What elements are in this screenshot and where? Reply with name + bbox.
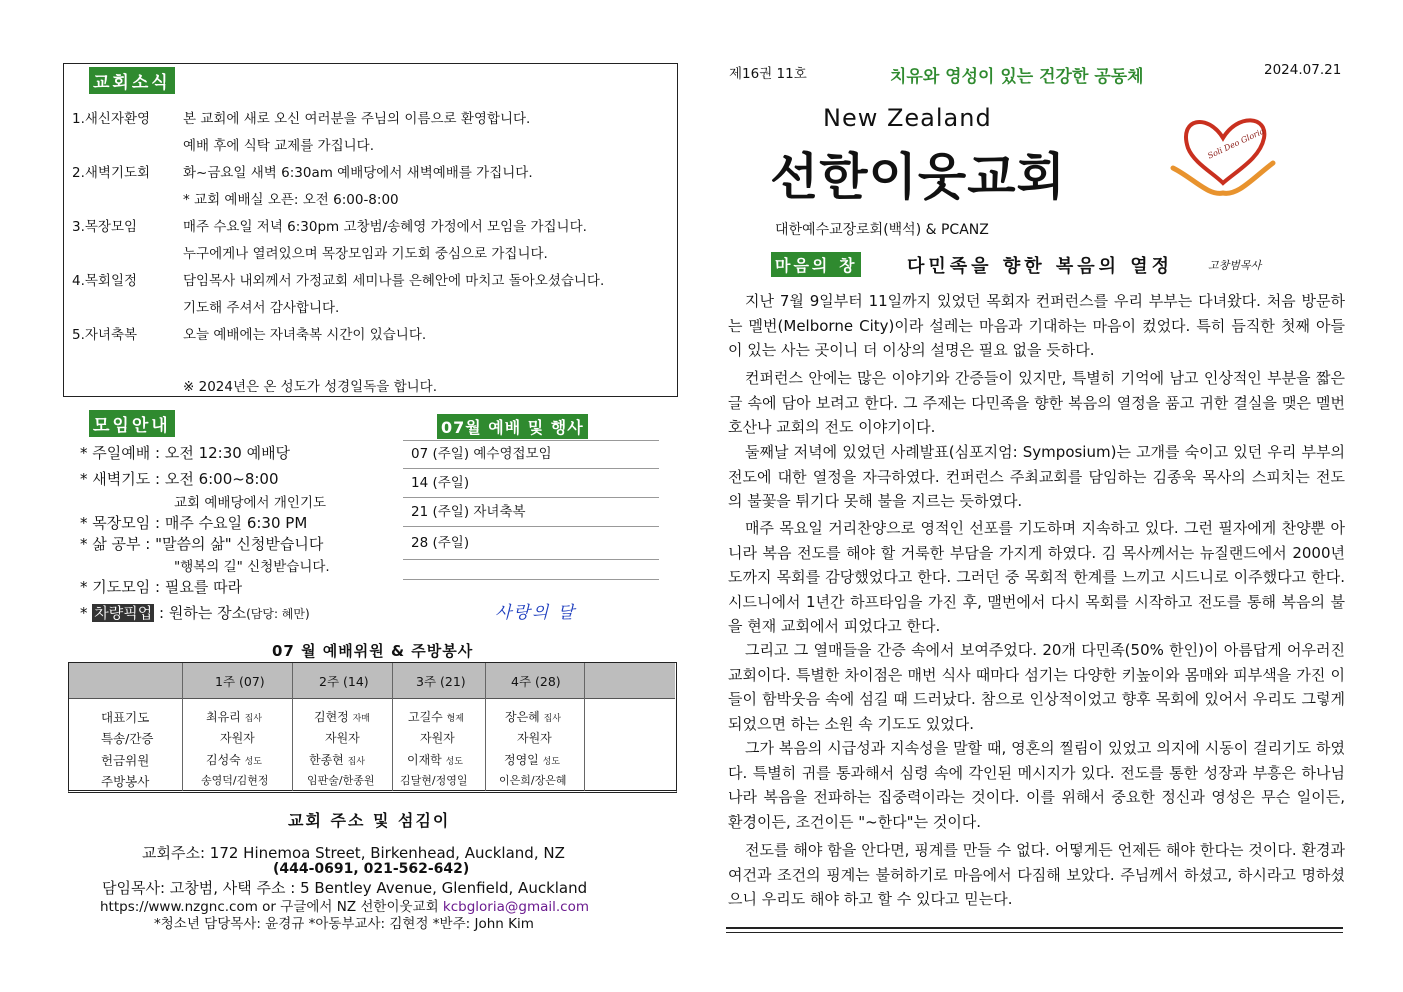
meeting-label-highlight: 차량픽업 [94,604,153,622]
meeting-value-note: (담당: 혜만) [246,607,310,621]
duty-role: 대표기도 [101,710,150,725]
meeting-row [80,533,323,554]
news-item-label: 1.새신자환영 [72,111,151,127]
issue-volume: 제16권 11호 [729,66,807,82]
issue-date: 2024.07.21 [1264,62,1342,78]
news-item-label: 4.목회일정 [72,273,138,289]
church-address: 교회주소: 172 Hinemoa Street, Birkenhead, Auckland, NZ [142,844,565,862]
duty-cell: 장은혜 집사 [505,710,561,724]
news-item-label: 3.목장모임 [72,219,138,235]
column-paragraph: 전도를 해야 함을 안다면, 핑계를 만들 수 없다. 어떻게든 언제든 해야 한다는 것이다. 환경과 여건과 조건의 핑계는 불허하기로 마음에서 다짐해 보았다. 주님께서 하셨고, 하시라고 명하셨으니 우리도 해야 하고 할 수 있다고 믿는다. [728,841,1345,908]
duty-cell: 김달현/정영일 [400,774,468,787]
meeting-row [80,602,310,623]
column-divider [292,663,293,791]
column-paragraph: 매주 목요일 거리찬양으로 영적인 선포를 기도하며 지속하고 있다. 그런 필자에게 찬양뿐 아니라 복음 전도를 해야 할 거룩한 부담을 가지게 하였다. 김 목사께서는 뉴질랜드에서 2000년도까지 목회를 감당했었다고 한다. 그러던 중 목회적 한계를 느끼고 시드니로 이주했다고 한다. 시드니에서 1년간 하프타임을 가진 후, 맬번에서 다시 목회를 시작하고 전도를 통해 복음의 불을 현재 교회에서 피었다고 한다. [728,519,1345,635]
meeting-value: : 필요를 따라 [155,578,243,596]
news-item-text: 오늘 예배에는 자녀축복 시간이 있습니다. [183,327,427,343]
bottom-rule [726,932,1343,933]
duty-role: 헌금위원 [101,753,150,768]
events-list [403,440,659,580]
duty-cell: 송영덕/김현정 [201,774,269,787]
column-paragraph: 그가 복음의 시급성과 지속성을 말할 때, 영혼의 찔림이 있었고 의지에 시동이 걸리기도 하였다. 특별히 귀를 통과해서 심령 속에 각인된 메시지가 있다. 전도를 통한 성장과 부흥은 하나님 나라 복음을 전파하는 집중력이라는 것이다. 이를 위해서 중요한 정신과 영성은 무슨 일이든, 환경이든, 조건이든 "~한다"는 것이다. [728,739,1345,831]
duty-cell: 자원자 [517,731,552,745]
column-title: 다민족을 향한 복음의 열정 [907,256,1174,277]
meeting-row [80,512,307,533]
event-row: 14 (주일) [403,469,659,498]
church-phone: (444-0691, 021-562-642) [273,861,470,877]
week-header: 2주 (14) [319,674,369,689]
news-item-text: 예배 후에 식탁 교제를 가집니다. [183,138,374,154]
meeting-label: * 새벽기도 [80,470,151,488]
church-name: 선한이웃교회 [770,148,1066,206]
duty-cell: 최유리 집사 [206,710,262,724]
news-item-text: * 교회 예배실 오픈: 오전 6:00-8:00 [183,192,399,208]
news-item-text: 본 교회에 새로 오신 여러분을 주님의 이름으로 환영합니다. [183,111,531,127]
staff-line: *청소년 담당목사: 윤경규 *아동부교사: 김현정 *반주: John Kim [154,916,534,932]
duty-cell: 김현정 자매 [314,710,370,724]
duty-table [68,662,677,793]
week-header: 3주 (21) [416,674,466,689]
duty-cell: 정영일 성도 [504,753,560,767]
column-paragraph: 지난 7월 9일부터 11일까지 있었던 목회자 컨퍼런스를 우리 부부는 다녀왔다. 처음 방문하는 멜번(Melborne City)이라 설레는 마음과 기대하는 마음이 컸었다. 특히 듬직한 첫째 아들이 있는 사는 곳이니 더 이상의 설명은 필요 없을 듯하다. [728,292,1345,359]
duty-cell: 임판술/한종원 [307,774,375,787]
email-link[interactable]: kcbgloria@gmail.com [442,899,590,915]
column-author-signature: 고창범목사 [1208,259,1262,272]
duty-cell: 김성숙 성도 [206,753,262,767]
meeting-label: * 삶 공부 [80,535,141,553]
duty-cell: 이은희/장은혜 [499,774,567,787]
meeting-value: : "말씀의 삶" 신청받습니다 [145,535,324,553]
news-item-text: 누구에게나 열려있으며 목장모임과 기도회 중심으로 가집니다. [183,246,548,262]
duty-cell: 고길수 형제 [408,710,464,724]
news-item-text: 화~금요일 새벽 6:30am 예배당에서 새벽예배를 가집니다. [183,165,533,181]
bottom-rule [726,927,1343,929]
column-divider [584,663,585,791]
meeting-row [80,442,290,463]
column-divider [392,663,393,791]
meeting-label: * 주일예배 [80,444,151,462]
meeting-subline: 교회 예배당에서 개인기도 [174,495,327,511]
column-paragraph: 둘째날 저녁에 있었던 사례발표(심포지엄: Symposium)는 고개를 숙이고 있던 우리 부부의 전도에 대한 열정을 자극하였다. 컨퍼런스 주최교회를 담임하는 김종욱 목사의 스피치는 전도의 불꽃을 튀기다 못해 불을 지르는 듯하였다. [728,443,1345,510]
month-theme: 사랑의 달 [495,603,577,623]
week-header: 1주 (07) [215,674,265,689]
duty-cell: 자원자 [220,731,255,745]
news-item-label: 2.새벽기도회 [72,165,151,181]
denomination: 대한예수교장로회(백석) & PCANZ [775,222,989,238]
duty-table-title: 07 월 예배위원 & 주방봉사 [272,642,474,660]
duty-cell: 자원자 [325,731,360,745]
duty-role: 특송/간증 [101,731,154,746]
duty-cell: 자원자 [420,731,455,745]
event-row: 28 (주일) [403,527,659,560]
column-divider [485,663,486,791]
news-note: ※ 2024년은 온 성도가 성경일독을 합니다. [183,379,437,395]
events-title: 07월 예배 및 행사 [437,414,588,439]
meeting-row [80,576,242,597]
column-paragraph: 컨퍼런스 안에는 많은 이야기와 간증들이 있지만, 특별히 기억에 남고 인상적인 부분을 짧은 글 속에 담아 보려고 한다. 그 주제는 다민족을 향한 복음의 열정을 품고 귀한 결실을 맺은 멜번 호산나 교회의 전도 이야기이다. [728,369,1345,436]
event-row: 07 (주일) 예수영접모임 [403,440,659,469]
week-header: 4주 (28) [511,674,561,689]
meeting-info-title: 모임안내 [89,410,175,437]
logo-text: Soli Deo Gloria [1206,126,1266,161]
column-paragraph: 그리고 그 열매들을 간증 속에서 보여주었다. 20개 다민족(50% 한인)이 아름답게 어우러진 교회이다. 특별한 차이점은 매번 식사 때마다 섬기는 다양한 키높이와 몸매와 피부색을 가진 이들이 함박웃음 속에 섬길 때 드러났다. 참으로 인상적이었고 향후 목회에 있어서 우리도 그렇게 되었으면 하는 소원 속 기도도 있었다. [728,641,1345,733]
meeting-label-prefix: * [80,604,93,622]
news-item-label: 5.자녀축복 [72,327,138,343]
meeting-value: : 오전 6:00~8:00 [155,470,279,488]
church-motto: 치유와 영성이 있는 건강한 공동체 [890,67,1144,87]
church-news-title: 교회소식 [89,67,175,94]
meeting-row [80,468,279,489]
country-label: New Zealand [823,104,992,132]
column-tag: 마음의 창 [771,252,861,277]
meeting-label: * 목장모임 [80,514,151,532]
duty-cell: 이재학 성도 [407,753,463,767]
news-item-text: 매주 수요일 저녁 6:30pm 고창범/송혜영 가정에서 모임을 가집니다. [183,219,587,235]
meeting-label: * 기도모임 [80,578,151,596]
meeting-value: : 원하는 장소 [159,604,247,622]
heart-hands-logo-icon [1168,108,1278,200]
duty-role: 주방봉사 [101,774,150,789]
website-link[interactable]: https://www.nzgnc.com or 구글에서 NZ 선한이웃교회 [100,899,439,915]
event-row [403,560,659,580]
event-row: 21 (주일) 자녀축복 [403,498,659,527]
news-item-text: 기도해 주셔서 감사합니다. [183,300,340,316]
address-title: 교회 주소 및 섬김이 [288,811,451,830]
duty-cell: 한종현 집사 [309,753,365,767]
news-item-text: 담임목사 내외께서 가정교회 세미나를 은혜안에 마치고 돌아오셨습니다. [183,273,605,289]
meeting-value: : 오전 12:30 예배당 [155,444,291,462]
pastor-address: 담임목사: 고창범, 사택 주소 : 5 Bentley Avenue, Glenfield, Auckland [102,879,588,897]
column-divider [182,663,183,791]
meeting-subline: "행복의 길" 신청받습니다. [174,559,330,575]
meeting-value: : 매주 수요일 6:30 PM [155,514,308,532]
